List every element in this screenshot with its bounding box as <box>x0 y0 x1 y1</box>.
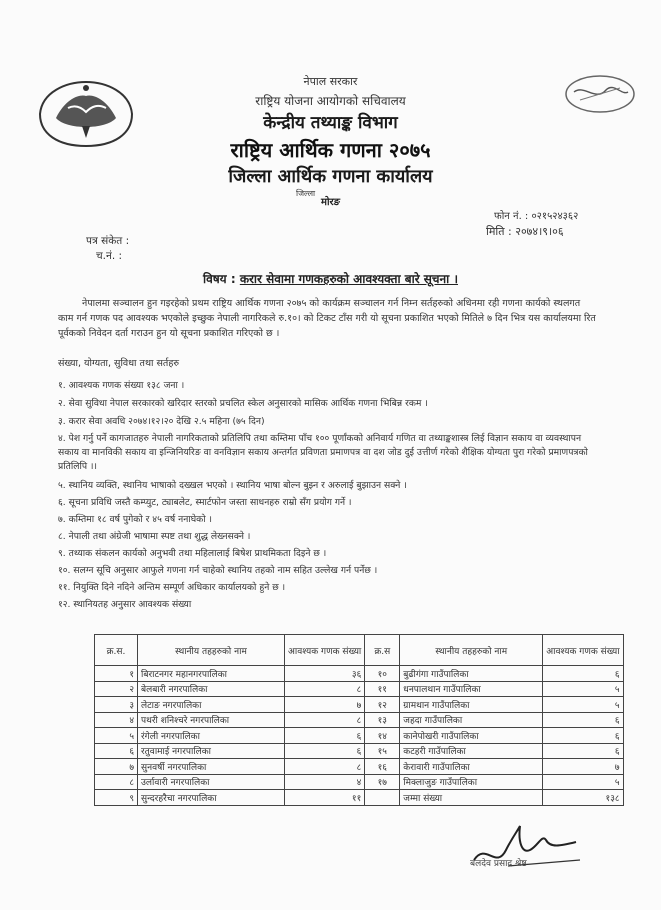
table-cell: १० <box>365 666 400 682</box>
table-header: आवश्यक गणक संख्या <box>285 635 365 666</box>
header-department: केन्द्रीय तथ्याङ्क विभाग <box>263 113 398 133</box>
table-cell: पथरी शनिश्चरे नगरपालिका <box>138 712 285 728</box>
header-census-title: राष्ट्रिय आर्थिक गणना २०७५ <box>230 138 431 162</box>
table-header-row <box>95 635 624 666</box>
table-header: आवश्यक गणक संख्या <box>543 635 623 666</box>
table-cell: ६ <box>285 728 365 744</box>
table-cell: जहदा गाउँपालिका <box>400 712 543 728</box>
enumerator-table <box>94 634 624 806</box>
table-row <box>95 681 624 697</box>
reference-label: पत्र संकेत : <box>86 235 130 247</box>
table-row <box>95 774 624 790</box>
subject-prefix: विषय : <box>202 272 236 286</box>
table-cell: ६ <box>543 743 623 759</box>
header-government: नेपाल सरकार <box>303 75 358 88</box>
table-cell: ४ <box>95 712 138 728</box>
condition-item: ८. नेपाली तथा अंग्रेजी भाषामा स्पष्ट तथा शुद्ध लेख्नसक्ने । <box>58 531 251 542</box>
intro-paragraph: नेपालमा सञ्चालन हुन गइरहेको प्रथम राष्ट्रिय आर्थिक गणना २०७५ को कार्यक्रम सञ्चालन गर्न निम्न सर्तहरुको अधिनमा रही गणना कार्यको स्थलगत काम गर्न गणक पद आवश्यक भएकोले इच्छुक नेपाली नागरिकले रु.१०। को टिकट टाँस गरी यो सूचना प्रकाशित भएको मितिले ७ दिन भित्र यस कार्यालयमा रित पूर्वकको निवेदन दर्ता गराउन हुन यो सूचना प्रकाशित गरिएको छ । <box>58 298 596 339</box>
table-cell: बिराटनगर महानगरपालिका <box>138 666 285 682</box>
table-cell: १३८ <box>543 790 623 806</box>
table-cell: ३६ <box>285 666 365 682</box>
subject-line <box>0 270 661 287</box>
table-cell: ११ <box>285 790 365 806</box>
signature <box>468 820 588 880</box>
table-cell: ९ <box>95 790 138 806</box>
table-cell: ८ <box>95 774 138 790</box>
table-cell: १५ <box>365 743 400 759</box>
table-cell: १४ <box>365 728 400 744</box>
table-cell: सुनवर्षी नगरपालिका <box>138 759 285 775</box>
table-cell: कानेपोखरी गाउँपालिका <box>400 728 543 744</box>
conditions-heading: संख्या, योग्यता, सुविधा तथा सर्तहरु <box>58 358 180 369</box>
table-row <box>95 743 624 759</box>
table-row <box>95 728 624 744</box>
condition-item: ४. पेश गर्नु पर्ने कागजातहरु नेपाली नागरिकताको प्रतिलिपि तथा कम्तिमा पाँच १०० पूर्णांकको अनिवार्य गणित वा तथ्याङ्कशास्त्र लिई विज्ञान सकाय वा व्यवस्थापन सकाय वा मानविकी सकाय वा इन्जिनियरिङ वा वनविज्ञान सकाय अन्तर्गत प्रविणता प्रमाणपत्र वा दश जोड दुई उत्तीर्ण गरेको शैक्षिक योग्यता पुरा गरेको प्रमाणपत्रको प्रतिलिपि ।। <box>58 433 588 472</box>
table-cell: ४ <box>285 774 365 790</box>
table-cell: २ <box>95 681 138 697</box>
table-cell: १३ <box>365 712 400 728</box>
table-cell <box>365 790 400 806</box>
table-cell: कटहरी गाउँपालिका <box>400 743 543 759</box>
table-cell: ३ <box>95 697 138 713</box>
table-header: स्थानीय तहहरुको नाम <box>400 635 543 666</box>
table-cell: ६ <box>543 666 623 682</box>
condition-item: ९. तथ्याक संकलन कार्यको अनुभवी तथा महिलालाई बिषेश प्राथमिकता दिइने छ । <box>58 548 327 559</box>
table-cell: ग्रामथान गाउँपालिका <box>400 697 543 713</box>
table-cell: ६ <box>543 712 623 728</box>
header-district: मोरङ <box>320 197 341 208</box>
table-row <box>95 666 624 682</box>
table-cell: ८ <box>285 681 365 697</box>
table-row <box>95 759 624 775</box>
condition-item: ६. सूचना प्रविधि जस्तै कम्प्युट, ट्याबलेट, स्मार्टफोन जस्ता साधनहरु राम्रो सँग प्रयोग गर्ने । <box>58 497 352 508</box>
table-cell: ८ <box>285 759 365 775</box>
table-cell: ५ <box>543 681 623 697</box>
header-commission: राष्ट्रिय योजना आयोगको सचिवालय <box>255 94 406 108</box>
subject-text: करार सेवामा गणकहरुको आवश्यक्ता बारे सूचना । <box>239 272 459 286</box>
table-cell: ६ <box>285 743 365 759</box>
table-row <box>95 697 624 713</box>
table-cell: ७ <box>543 759 623 775</box>
table-cell: ७ <box>285 697 365 713</box>
condition-item: १२. स्थानियतह अनुसार आवश्यक संख्या <box>58 599 192 610</box>
table-cell: १ <box>95 666 138 682</box>
letter-date: मिति : २०७४।९।०६ <box>486 225 564 238</box>
table-cell: सुन्दरहरैचा नगरपालिका <box>138 790 285 806</box>
condition-item: २. सेवा सुविधा नेपाल सरकारको खरिदार स्तरको प्रचलित स्केल अनुसारको मासिक आर्थिक गणना भिबिन्न रकम । <box>58 398 428 409</box>
condition-item: १०. सलग्न सूचि अनुसार आफुले गणना गर्न चाहेको स्थानिय तहको नाम सहित उल्लेख गर्न पर्नेछ । <box>58 565 378 576</box>
condition-item: ५. स्थानिय व्यक्ति, स्थानिय भाषाको दख्खल भएको । स्थानिय भाषा बोल्न बुझ्न र अरुलाई बुझाउन सक्ने । <box>58 480 407 491</box>
table-cell: १६ <box>365 759 400 775</box>
table-cell: १७ <box>365 774 400 790</box>
table-cell: ५ <box>95 728 138 744</box>
header-district-label: जिल्ला <box>296 189 316 198</box>
condition-item: ३. करार सेवा अवधि २०७४।१२।२० देखि २.५ महिना (७५ दिन) <box>58 416 265 427</box>
table-cell: उर्लावारी नगरपालिका <box>138 774 285 790</box>
table-cell: १२ <box>365 697 400 713</box>
table-cell: धनपालथान गाउँपालिका <box>400 681 543 697</box>
table-cell: बुढीगंगा गाउँपालिका <box>400 666 543 682</box>
table-cell: ५ <box>543 774 623 790</box>
table-header: क्र.स. <box>95 635 138 666</box>
table-cell: बेलबारी नगरपालिका <box>138 681 285 697</box>
condition-item: १. आवश्यक गणक संख्या १३८ जना । <box>58 380 185 391</box>
phone-number: फोन नं. : ०२१५२४३६२ <box>494 211 579 222</box>
table-cell: केरावारी गाउँपालिका <box>400 759 543 775</box>
table-cell: ५ <box>543 697 623 713</box>
table-cell: ११ <box>365 681 400 697</box>
table-cell: लेटाङ नगरपालिका <box>138 697 285 713</box>
signer-name: बलदेव प्रसाद श्रेष्ठ <box>470 859 527 869</box>
table-cell: ८ <box>285 712 365 728</box>
condition-item: ११. नियुक्ति दिने नदिने अन्तिम सम्पूर्ण अधिकार कार्यालयको हुने छ । <box>58 582 286 593</box>
table-cell: मिक्लाजुङ गाउँपालिका <box>400 774 543 790</box>
conditions-list <box>58 378 603 614</box>
table-header: स्थानीय तहहरुको नाम <box>138 635 285 666</box>
table-cell: रंगेली नगरपालिका <box>138 728 285 744</box>
table-header: क्र.स <box>365 635 400 666</box>
table-cell: ७ <box>95 759 138 775</box>
table-cell: जम्मा संख्या <box>400 790 543 806</box>
condition-item: ७. कम्तिमा १८ वर्ष पुगेको र ४५ वर्ष ननाघेको । <box>58 514 212 525</box>
dispatch-label: च.नं. : <box>96 250 123 262</box>
table-row <box>95 712 624 728</box>
table-row <box>95 790 624 806</box>
header-office: जिल्ला आर्थिक गणना कार्यालय <box>228 166 433 187</box>
table-cell: ६ <box>95 743 138 759</box>
table-cell: रतुवामाई नगरपालिका <box>138 743 285 759</box>
table-cell: ६ <box>543 728 623 744</box>
